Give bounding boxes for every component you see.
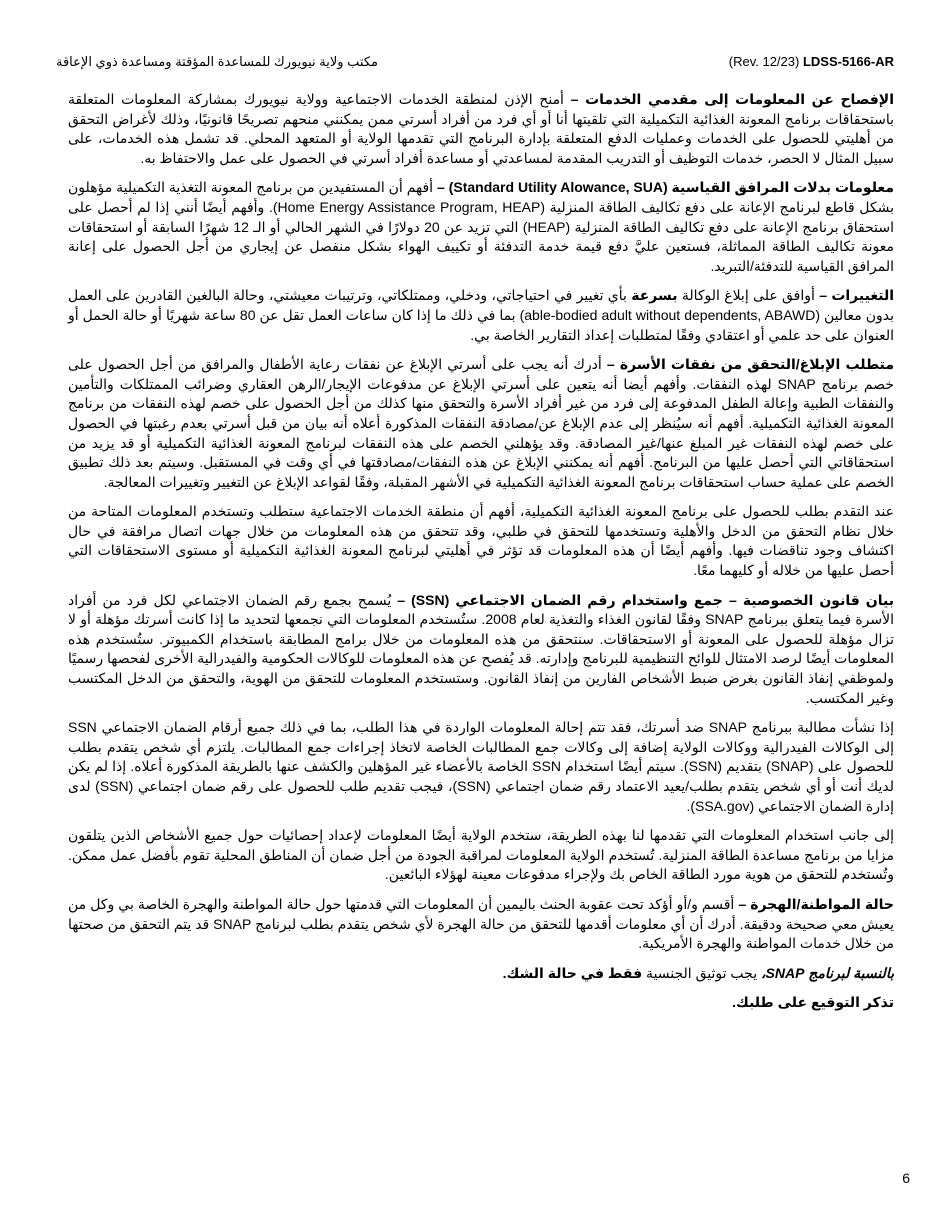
revision-date: (Rev. 12/23) (728, 54, 800, 69)
paragraph-text: أقسم و/أو أؤكد تحت عقوبة الحنث باليمين أن المعلومات التي قدمتها حول حالة المواطنة والهجرة الخاصة بي وكل من يعيش معي صحيحة ودقيقة. أدرك أن أي معلومات أقدمها للتحقق من حالة الهجرة لأي شخص يتقدم بطلب لبرنامج SNAP قد يتم التحقق من صحتها من خلال خدمات المواطنة والهجرة الأمريكية. (68, 895, 894, 952)
office-name: مكتب ولاية نيويورك للمساعدة المؤقتة ومساعدة ذوي الإعاقة (56, 54, 378, 69)
page-header (0, 54, 950, 74)
paragraph-privacy-act (68, 591, 894, 709)
note-tail: فقط في حالة الشك. (502, 964, 643, 981)
form-code: LDSS-5166-AR (802, 54, 894, 69)
paragraph-text: إلى جانب استخدام المعلومات التي تقدمها لنا بهذه الطريقة، ستخدم الولاية أيضًا المعلومات لإعداد إحصائيات حول جميع الأشخاص الذين يتلقون مزايا من برنامج مساعدة الطاقة المنزلية. تُستخدم الولاية المعلومات لمراقبة الجودة من أجل ضمان أن المناطق المحلية تقوم بأفضل عمل ممكن. وتُستخدم للتحقق من هوية مورد الطاقة الخاص بك ولإجراء مدفوعات معينة لهؤلاء البائعين. (68, 827, 894, 883)
paragraph-changes (68, 286, 894, 345)
document-body (68, 90, 894, 1023)
paragraph-text: يُسمح بجمع رقم الضمان الاجتماعي لكل فرد من أفراد الأسرة فيما يتعلق ببرنامج SNAP وفقًا لقانون الغذاء والتغذية لعام 2008. ستُستخدم المعلومات التي نجمعها لتحديد ما إذا كانت أسرتك مؤهلة أو لا تزال مؤهلة للحصول على المعونة أو الاستحقاقات. سنتحقق من هذه المعلومات من خلال برامج المطابقة باستخدام الكمبيوتر. ستُستخدم هذه المعلومات أيضًا لرصد الامتثال للوائح التنظيمية للبرنامج وإدارته. قد يُفصح عن هذه المعلومات للوكالات الحكومية والفيدرالية الأخرى لفحصها رسميًا ولموظفي إنفاذ القانون بغرض ضبط الأشخاص الفارين من إنفاذ القانون. وستستخدم المعلومات للتحقق من الهوية، والتحقق من الدخل المكتسب وغير المكتسب. (68, 591, 894, 706)
emphasis-text: بسرعة (631, 287, 678, 304)
note-middle: يجب توثيق الجنسية (642, 964, 761, 981)
paragraph-text: أفهم أن المستفيدين من برنامج المعونة التغذية التكميلية مؤهلون بشكل قاطع لبرنامج الإعانة على دفع تكاليف الطاقة المنزلية (Home Energy Assistance Program, HEAP). وأفهم أيضًا أنني إذا لم أحصل على استحقاق برنامج الإعانة على دفع تكاليف الطاقة المنزلية (HEAP) التي تزيد عن 20 دولارًا في الشهر الحالي أو الـ 12 شهرًا السابقة أو استحقاقات معونة تكاليف الطاقة المماثلة، فستعين عليَّ دفع قيمة خدمة التدفئة أو تكييف الهواء بشكل منفصل عن إيجاري من أجل الحصول على إعانة المرافق القياسية للتدفئة/التبريد. (68, 179, 894, 274)
paragraph-statistics (68, 826, 894, 885)
paragraph-disclosure (68, 90, 894, 168)
paragraph-heading: معلومات بدلات المرافق القياسية (Standard Utility Alowance, SUA) – (437, 179, 894, 196)
paragraph-text: أمنح الإذن لمنطقة الخدمات الاجتماعية وولاية نيويورك بمشاركة المعلومات المتعلقة باستحقاقات برنامج المعونة الغذائية التكميلية التي تلقيتها أنا أو أي فرد من أفراد أسرتي ممن يمكنني منحهم تصريحًا قانونيًا، وذلك لأغراض التحقق من أهليتي للحصول على الخدمات وعمليات الدفع المتعلقة بإدارة البرنامج التي تقدمها الولاية أو المتعهد المحلي. قد تشمل هذه الخدمات، على سبيل المثال لا الحصر، خدمات التوظيف أو التدريب المقدمة لمساعدتي أو مساعدة أفراد أسرتي في الحصول على عمل والاحتفاظ به. (68, 91, 894, 166)
paragraph-text: بأي تغيير في احتياجاتي، ودخلي، وممتلكاتي، وترتيبات معيشتي، وحالة البالغين القادرين على العمل بدون معالين (able-bodied adult without dependents, ABAWD) بما في ذلك ما إذا كان ساعات العمل تقل عن 80 ساعة شهريًا أو حالة الحمل أو العنوان على حد علمي أو اعتقادي وفقًا لمتطلبات إعداد التقارير الخاصة بي. (68, 287, 894, 343)
paragraph-text: عند التقدم بطلب للحصول على برنامج المعونة الغذائية التكميلية، أفهم أن منطقة الخدمات الاجتماعية ستطلب وتستخدم المعلومات المتاحة من خلال نظام التحقق من الدخل والأهلية وتستخدمها للتحقق في طلبي، وقد تتحقق من هذه المعلومات من خلال جهات اتصال مرافقة في حال اكتشاف وجود تناقضات فيها. وأفهم أيضًا أن هذه المعلومات قد تؤثر في أهليتي لبرنامج المعونة الغذائية التكميلية أو مستوى الاستحقاقات التي أحصل عليها من خلاله أو كليهما معًا. (68, 503, 894, 579)
paragraph-heading: حالة المواطنة/الهجرة – (738, 895, 894, 912)
paragraph-sua (68, 178, 894, 276)
paragraph-heading: التغييرات – (819, 287, 894, 304)
paragraph-text: تذكر التوقيع على طلبك. (732, 994, 894, 1011)
note-lead: بالنسبة لبرنامج SNAP، (760, 964, 894, 981)
paragraph-text: أدرك أنه يجب على أسرتي الإبلاغ عن نفقات رعاية الأطفال والمرافق من أجل الحصول على خصم برنامج SNAP لهذه النفقات. وأفهم أيضا أنه يتعين على أسرتي الإبلاغ عن مدفوعات الإيجار/الرهن العقاري وضرائب الممتلكات والتأمين والنفقات الطبية وإعالة الطفل المدفوعة إلى فرد من غير أفراد الأسرة والتحقق منها كذلك من أجل الحصول على خصم لهذه النفقات من برنامج المعونة الغذائية التكميلية. أفهم أنه سيُنظر إلى عدم الإبلاغ عن/مصادقة النفقات المذكورة أعلاه أنه بيان من قبل أسرتي بعدم رغبتها في الحصول على خصم لهذه النفقات غير المبلغ عنها/غير المصادقة. وقد يؤهلني الخصم على هذه النفقات لبرنامج المعونة الغذائية التكميلية أو قد يزيد من استحقاقاتي التي أحصل عليها من البرنامج. أفهم أنه يمكنني الإبلاغ عن هذه النفقات/مصادقتها في أي وقت في المستقبل. وسيتم بعد ذلك تطبيق الخصم على عملية حساب استحقاقات برنامج المعونة الغذائية التكميلية في الأشهر المقبلة، وفقًا لقواعد الإبلاغ عن التغيير وتغييرات المعالجة. (68, 356, 894, 490)
signature-reminder (68, 993, 894, 1013)
paragraph-heading: متطلب الإبلاغ/التحقق من نفقات الأسرة – (606, 356, 894, 373)
paragraph-heading: الإفصاح عن المعلومات إلى مقدمي الخدمات – (570, 91, 895, 107)
paragraph-snap-citizenship-note (68, 964, 894, 984)
paragraph-text: أوافق على إبلاغ الوكالة (677, 287, 820, 304)
form-identifier (729, 54, 894, 69)
page-number: 6 (902, 1170, 910, 1186)
paragraph-income-verification (68, 502, 894, 580)
paragraph-citizenship (68, 895, 894, 954)
paragraph-text: إذا نشأت مطالبة ببرنامج SNAP ضد أسرتك، فقد تتم إحالة المعلومات الواردة في هذا الطلب، بما في ذلك جميع أرقام الضمان الاجتماعي SSN إلى الوكالات الفيدرالية ووكالات الولاية إضافة إلى وكالات جمع المطالبات الخاصة لاتخاذ إجراءات جمع المطالبات. يلتزم أي شخص يتقدم بطلب للحصول على (SNAP) بتقديم (SSN). سيتم أيضًا استخدام SSN الخاصة بالأعضاء غير المؤهلين والكشف عنها بالطريقة المذكورة أعلاه. إذا لم يكن لديك أنت أو أي شخص يتقدم بطلب/يعيد الاعتماد رقم ضمان اجتماعي (SSN)، فيجب تقديم طلب للحصول على رقم ضمان اجتماعي (SSN) لدى إدارة الضمان الاجتماعي (SSA.gov). (68, 719, 894, 814)
paragraph-heading: بيان قانون الخصوصية – جمع واستخدام رقم الضمان الاجتماعي (SSN) – (397, 591, 894, 608)
paragraph-snap-claims (68, 718, 894, 816)
paragraph-expense-reporting (68, 355, 894, 492)
